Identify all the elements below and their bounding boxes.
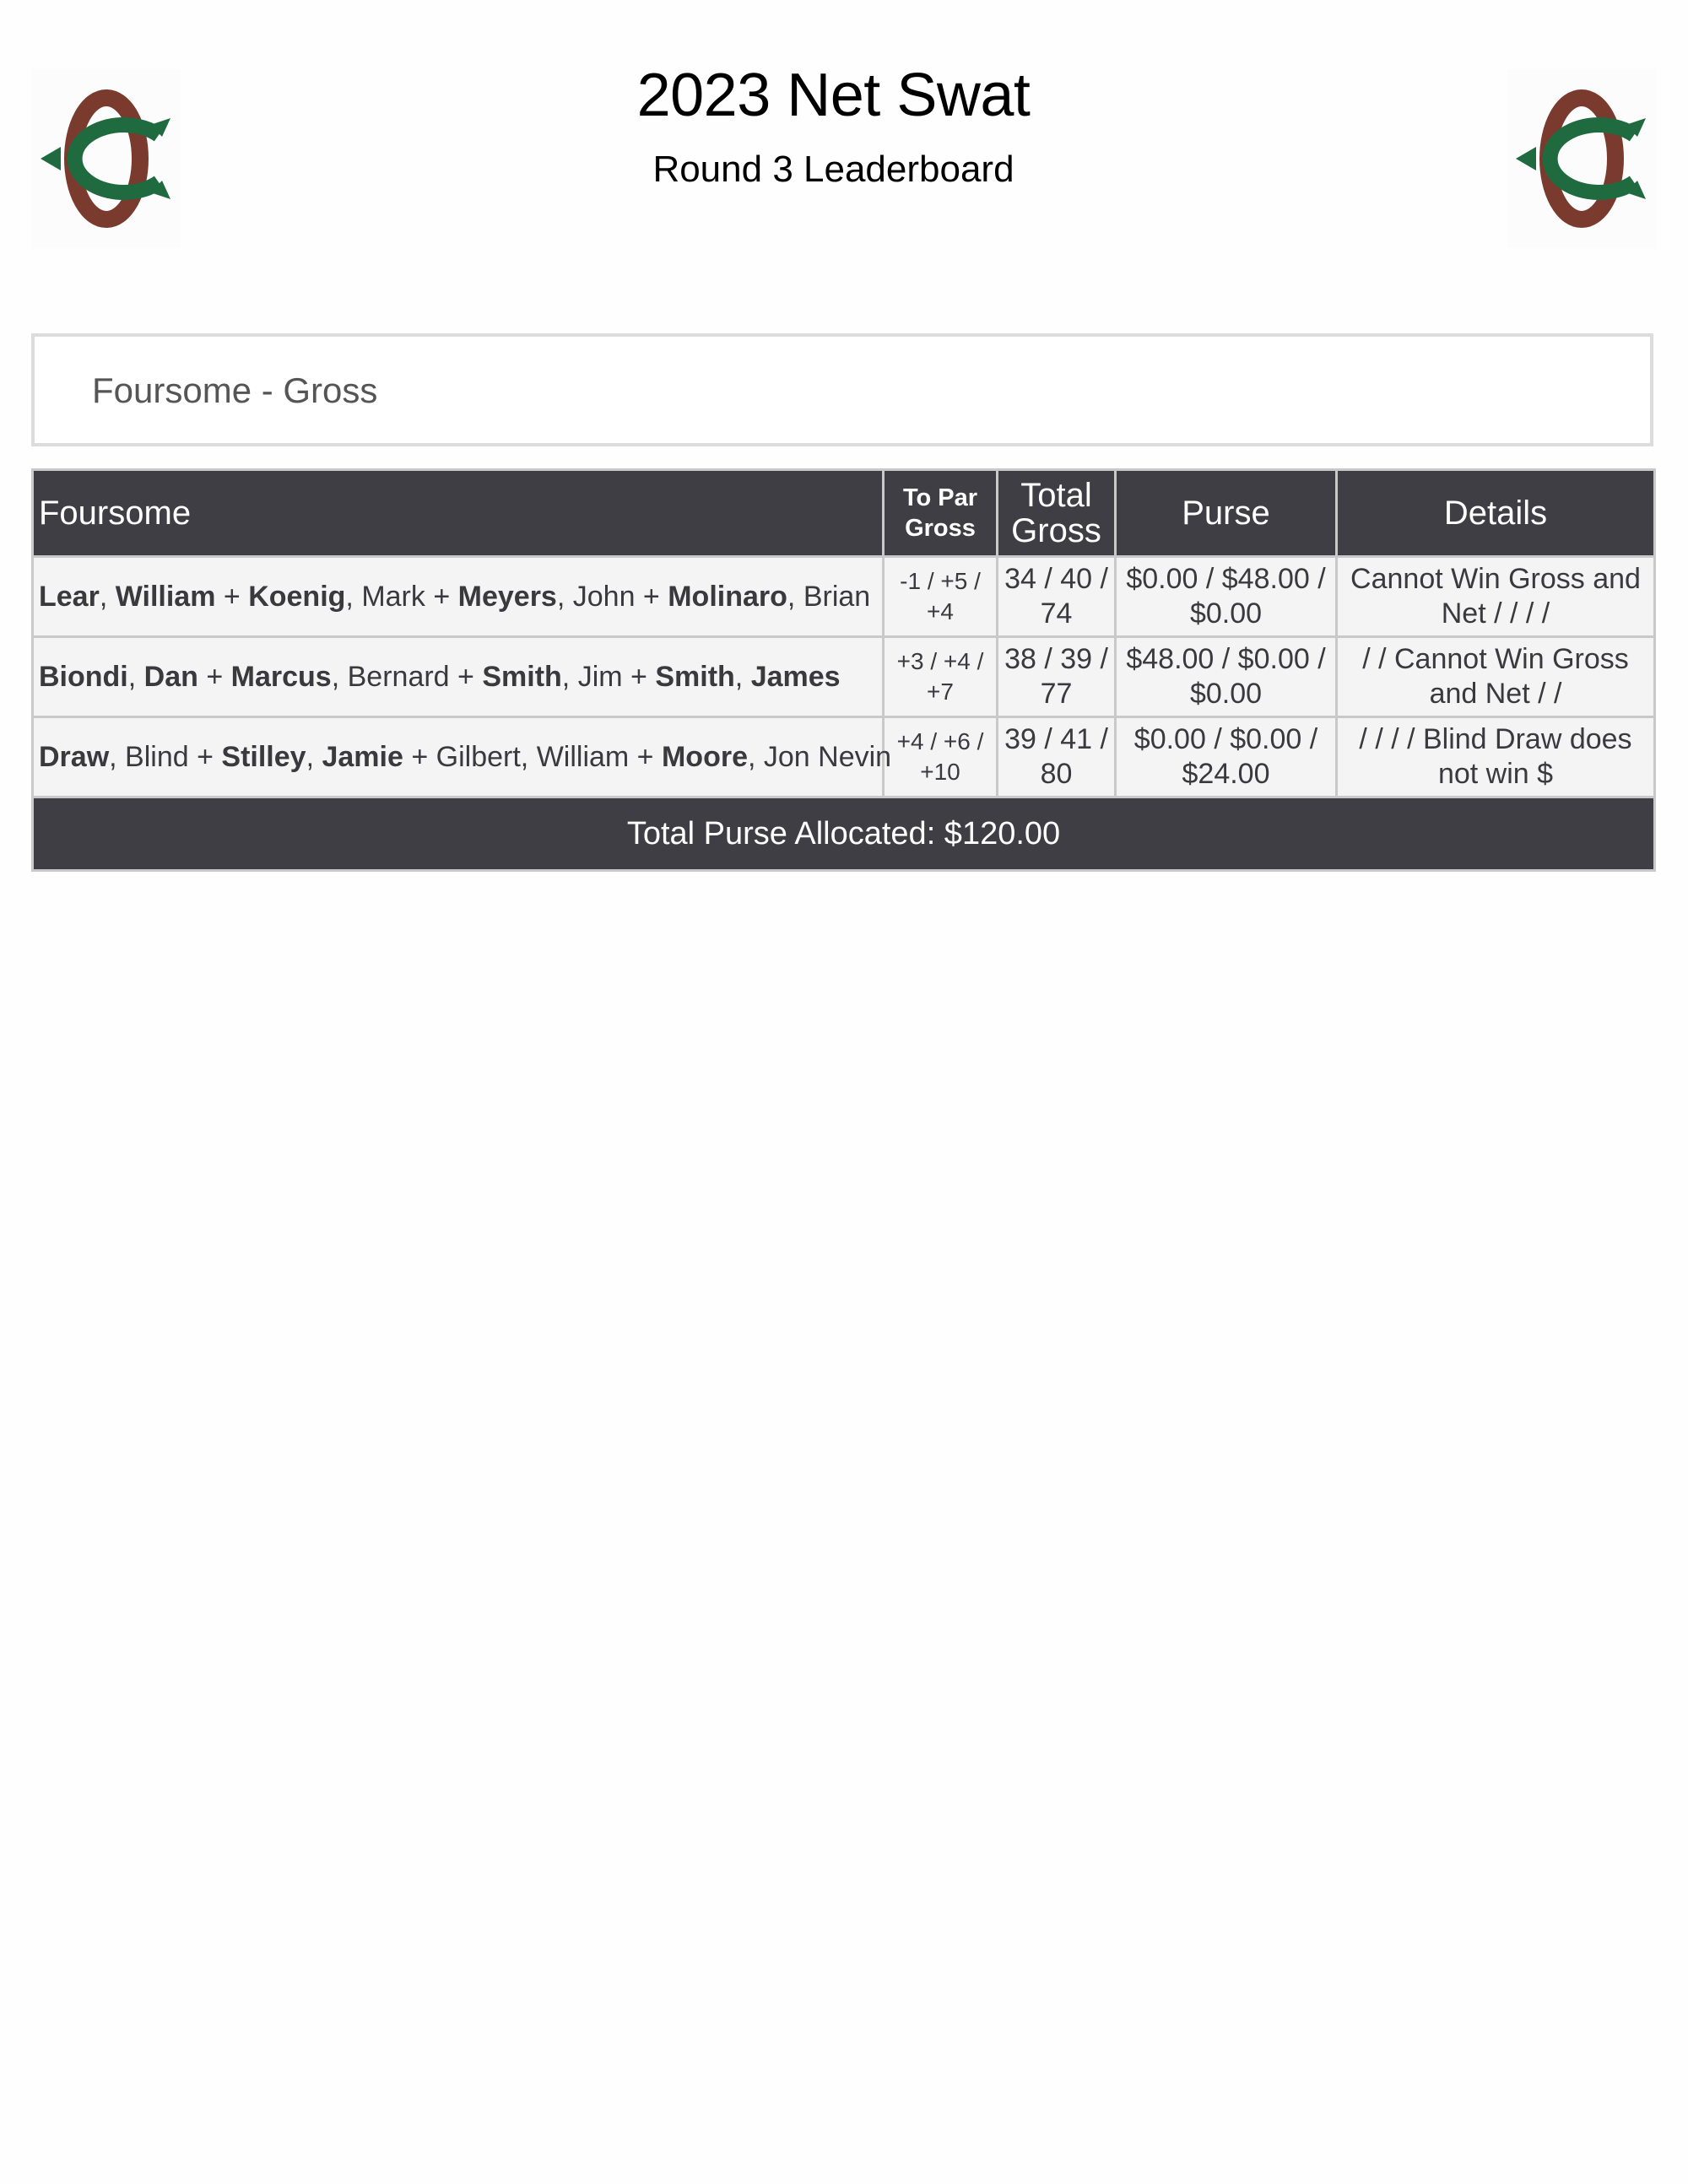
- column-header-label: Total: [1020, 477, 1092, 514]
- player-last-name: Lear: [39, 580, 100, 613]
- column-header-purse: Purse: [1116, 470, 1337, 557]
- player-last-name: Moore: [661, 740, 748, 773]
- player-last-name: Koenig: [248, 580, 346, 613]
- column-header-total-gross: [998, 470, 1116, 557]
- table-row: [33, 557, 1655, 637]
- player-first-name: James: [750, 660, 841, 693]
- player-last-name: Biondi: [39, 660, 128, 693]
- foursome-cell: Biondi, Dan + Marcus, Bernard + Smith, Jim + Smith, James: [33, 637, 884, 717]
- table-row: [33, 637, 1655, 717]
- player-first-name: John: [572, 580, 636, 613]
- leaderboard-table: [31, 468, 1656, 872]
- table-footer-row: [33, 797, 1655, 871]
- purse-cell: $48.00 / $0.00 / $0.00: [1116, 637, 1337, 717]
- to-par-gross-cell: -1 / +5 / +4: [884, 557, 998, 637]
- to-par-gross-cell: +4 / +6 / +10: [884, 717, 998, 797]
- details-cell: Cannot Win Gross and Net / / / /: [1337, 557, 1655, 637]
- player-first-name: William: [115, 580, 216, 613]
- table-header-row: [33, 470, 1655, 557]
- purse-cell: $0.00 / $48.00 / $0.00: [1116, 557, 1337, 637]
- player-first-name: Bernard: [347, 660, 450, 693]
- player-first-name: Jon Nevin: [763, 740, 892, 773]
- player-last-name: Gilbert: [436, 740, 521, 773]
- foursome-cell: Lear, William + Koenig, Mark + Meyers, John + Molinaro, Brian: [33, 557, 884, 637]
- column-header-label: Gross: [1011, 512, 1101, 549]
- player-first-name: Jamie: [322, 740, 403, 773]
- purse-cell: $0.00 / $0.00 / $24.00: [1116, 717, 1337, 797]
- player-last-name: Molinaro: [668, 580, 787, 613]
- column-header-details: Details: [1337, 470, 1655, 557]
- player-first-name: Dan: [143, 660, 198, 693]
- table-row: [33, 717, 1655, 797]
- player-first-name: Mark: [361, 580, 425, 613]
- player-last-name: Smith: [655, 660, 735, 693]
- player-last-name: Meyers: [457, 580, 557, 613]
- details-cell: / / / / Blind Draw does not win $: [1337, 717, 1655, 797]
- column-header-label: Gross: [905, 515, 976, 542]
- column-header-foursome: Foursome: [33, 470, 884, 557]
- player-first-name: William: [536, 740, 630, 773]
- player-last-name: Stilley: [221, 740, 306, 773]
- total-purse-allocated: Total Purse Allocated: $120.00: [33, 797, 1655, 871]
- total-gross-cell: 38 / 39 / 77: [998, 637, 1116, 717]
- player-last-name: Draw: [39, 740, 110, 773]
- player-first-name: Brian: [803, 580, 871, 613]
- player-first-name: Blind: [125, 740, 189, 773]
- section-header: [31, 333, 1653, 446]
- foursome-cell: Draw, Blind + Stilley, Jamie + Gilbert, William + Moore, Jon Nevin: [33, 717, 884, 797]
- player-first-name: Jim: [577, 660, 623, 693]
- player-last-name: Marcus: [230, 660, 332, 693]
- section-title: Foursome - Gross: [92, 370, 378, 410]
- column-header-label: To Par: [902, 484, 978, 511]
- to-par-gross-cell: +3 / +4 / +7: [884, 637, 998, 717]
- details-cell: / / Cannot Win Gross and Net / /: [1337, 637, 1655, 717]
- page-subtitle: Round 3 Leaderboard: [652, 149, 1014, 190]
- total-gross-cell: 34 / 40 / 74: [998, 557, 1116, 637]
- page-title: 2023 Net Swat: [636, 62, 1031, 129]
- player-last-name: Smith: [482, 660, 562, 693]
- column-header-to-par-gross: [884, 470, 998, 557]
- total-gross-cell: 39 / 41 / 80: [998, 717, 1116, 797]
